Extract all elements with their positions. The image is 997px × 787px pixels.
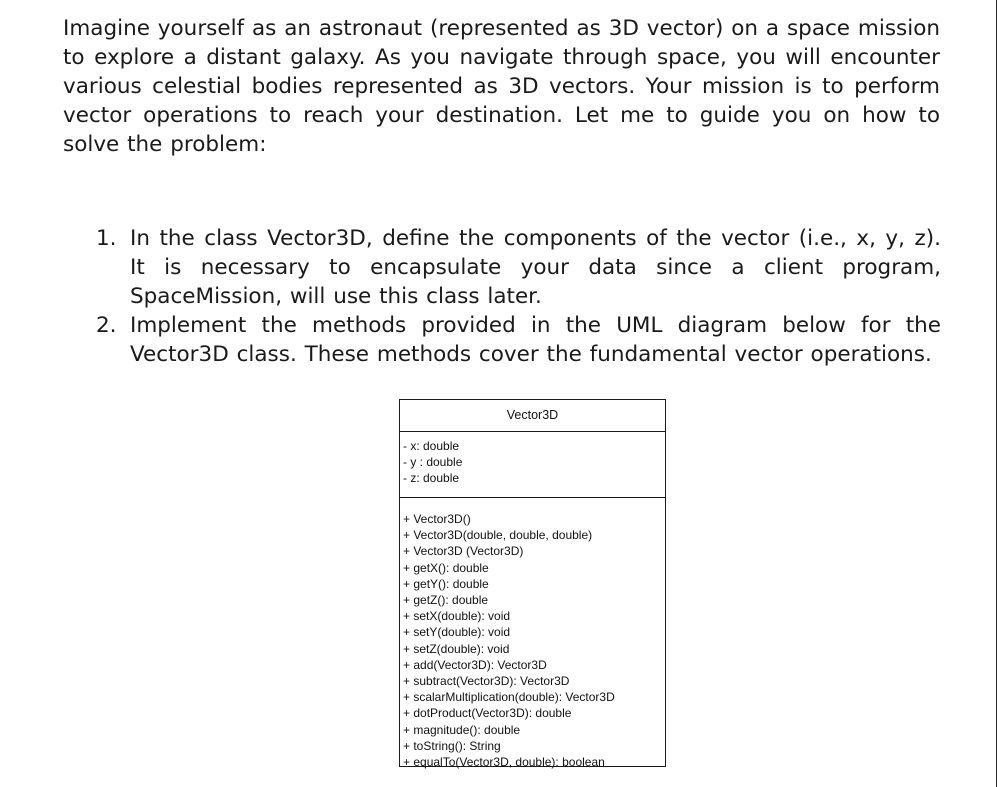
uml-method: + Vector3D (Vector3D) xyxy=(403,544,524,559)
uml-method: + setY(double): void xyxy=(403,625,511,640)
uml-method: + add(Vector3D): Vector3D xyxy=(403,657,547,672)
uml-method: + getX(): double xyxy=(403,560,489,575)
uml-method: + subtract(Vector3D): Vector3D xyxy=(403,674,570,689)
list-item-number: 1. xyxy=(96,226,117,251)
list-item-text: Implement the methods provided in the UML diagram below for the Vector3D class. These methods cover the fundamental vector operations. xyxy=(130,313,941,367)
uml-method: + getZ(): double xyxy=(403,593,489,608)
uml-attribute: - x: double xyxy=(403,439,460,453)
uml-attribute: - z: double xyxy=(403,471,460,486)
list-item-text: In the class Vector3D, define the components of the vector (i.e., x, y, z). It is necessary to encapsulate your data since a client program, SpaceMission, will use this class later. xyxy=(130,226,941,309)
uml-method: + scalarMultiplication(double): Vector3D xyxy=(403,690,615,705)
uml-method: + setZ(double): void xyxy=(403,641,510,656)
list-item xyxy=(96,311,941,369)
uml-method: + Vector3D() xyxy=(403,512,471,526)
uml-method: + toString(): String xyxy=(403,738,501,753)
instruction-list xyxy=(96,224,941,369)
uml-method: + dotProduct(Vector3D): double xyxy=(403,706,572,721)
uml-method: + Vector3D(double, double, double) xyxy=(403,528,593,543)
uml-method: + magnitude(): double xyxy=(403,722,521,737)
uml-attributes-section xyxy=(400,432,665,498)
list-item-number: 2. xyxy=(96,313,117,338)
uml-attribute: - y : double xyxy=(403,455,463,470)
intro-paragraph: Imagine yourself as an astronaut (represented as 3D vector) on a space mission to explore a distant galaxy. As you navigate through space, you will encounter various celestial bodies represented as 3D vectors. Your mission is to perform vector operations to reach your destination. Let me to guide you on how to solve the problem: xyxy=(63,16,940,157)
uml-method: + getY(): double xyxy=(403,576,489,591)
uml-class-name: Vector3D xyxy=(400,400,665,432)
list-item xyxy=(96,224,941,311)
uml-method: + equalTo(Vector3D, double): boolean xyxy=(403,755,605,770)
uml-method: + setX(double): void xyxy=(403,609,511,624)
uml-methods-section xyxy=(400,498,665,770)
uml-class-diagram xyxy=(399,399,666,770)
